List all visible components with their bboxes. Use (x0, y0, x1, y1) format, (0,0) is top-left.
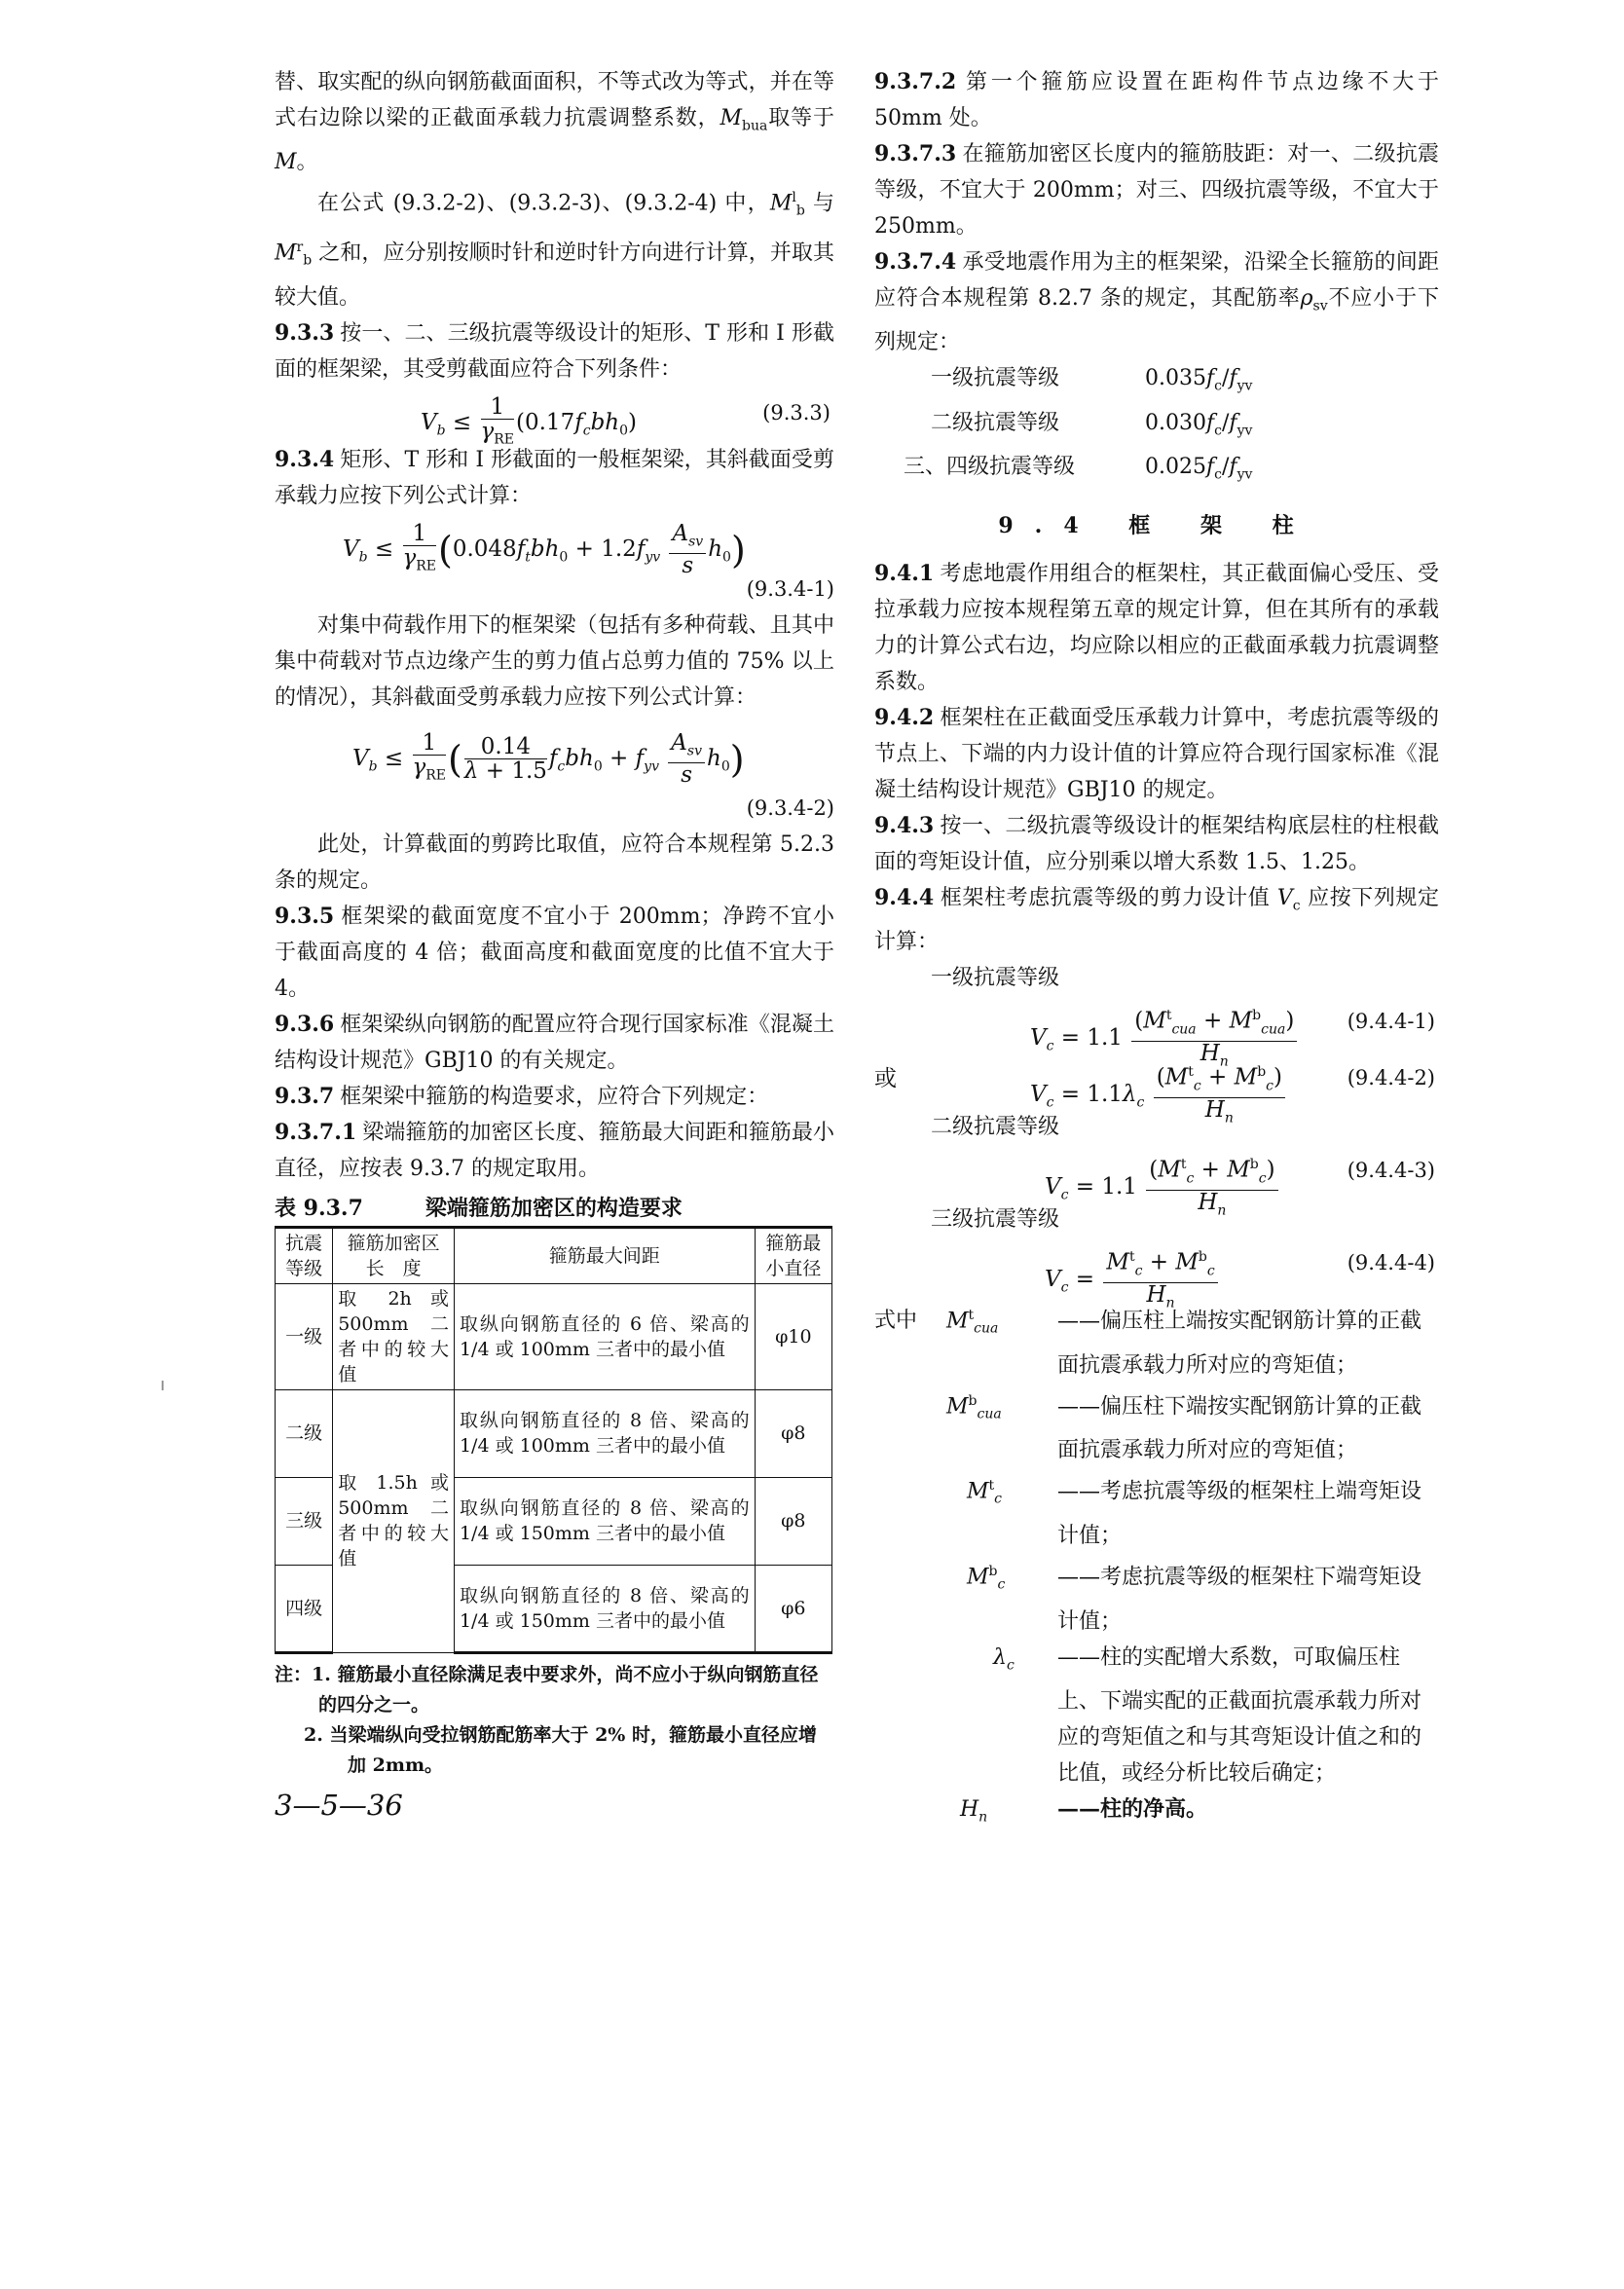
table-row: 一级 取 2h 或 500mm 二者中的较大值 取纵向钢筋直径的 6 倍、梁高的 1/4 或 100mm 三者中的最小值 φ10 (276, 1283, 832, 1389)
equation-9-4-4-1: $V_c = 1.1$ $\frac{(M^t_{cua} + M^b_{cua})}{H_n}$ (9.4.4-1) (874, 996, 1439, 1052)
clause-9-3-3: 9.3.3 按一、二、三级抗震等级设计的矩形、T 形和 I 形截面的框架梁，其受剪截面应符合下列条件： (275, 319, 834, 382)
grade-3-label: 三级抗震等级 (931, 1206, 1060, 1232)
header-diameter: 箍筋最小直径 (755, 1227, 831, 1283)
header-zone: 箍筋加密区长 度 (333, 1227, 455, 1283)
definition-item: $\lambda_c$ ——柱的实配增大系数，可取偏压柱上、下端实配的正截面抗震承载力所对应的弯矩值之和与其弯矩设计值之和的比值，或经分析比较后确定； (979, 1644, 1422, 1787)
header-spacing: 箍筋最大间距 (454, 1227, 755, 1283)
table-header-row (276, 1227, 832, 1283)
right-column (874, 64, 1439, 1836)
grade-1-label: 一级抗震等级 (931, 965, 1060, 990)
equation-9-3-4-1: $V_b$ ≤ $\frac{1}{\gamma_{RE}}$ ($0.048f_tbh_0 + 1.2f_{yv}$ $\frac{A_{sv}}{s}$ $h_0$) (343, 520, 746, 579)
equation-9-4-4-4: $V_c$ = $\frac{M^t_c + M^b_c}{H_n}$ (9.4.4-4) (874, 1237, 1439, 1294)
ratio-item: 一级抗震等级 $0.035f_c/f_{yv}$ (931, 366, 1253, 394)
equation-9-3-3: $V_b$ ≤ $\frac{1}{\gamma_{RE}}$ $(0.17f_cbh_0)$ (9.3.3) (421, 393, 830, 448)
clause-9-4-1: 9.4.1 考虑地震作用组合的框架柱，其正截面偏心受压、受拉承载力应按本规程第五章的规定计算，但在其所有的承载力的计算公式右边，均应除以相应的正截面承载力抗震调整系数。 (874, 560, 1439, 694)
section-title: 9.4 框 架 柱 (998, 512, 1315, 538)
equation-9-3-4-2: $V_b$ ≤ $\frac{1}{\gamma_{RE}}$ ( $\frac{0.14}{\lambda + 1.5}$ $f_cbh_0 + f_{yv}$ $\frac{A_{sv}}{s}$ $h_0$) (352, 729, 745, 789)
definition-item: 式中 $M^t_{cua}$ ——偏压柱上端按实配钢筋计算的正截面抗震承载力所对应的弯矩值； (874, 1307, 1422, 1378)
clause-9-4-3: 9.4.3 按一、二级抗震等级设计的框架结构底层柱的柱根截面的弯矩设计值，应分别乘以增大系数 1.5、1.25。 (874, 812, 1439, 874)
definition-item: $M^b_c$ ——考虑抗震等级的框架柱下端弯矩设计值； (960, 1564, 1422, 1634)
table-row: 二级 取 1.5h 或 500mm 二者中的较大值 取纵向钢筋直径的 8 倍、梁高的 1/4 或 100mm 三者中的最小值 φ8 (276, 1389, 832, 1477)
header-grade: 抗震等级 (276, 1227, 333, 1283)
page-number: 3—5—36 (275, 1788, 403, 1822)
table-row: 四级 取纵向钢筋直径的 8 倍、梁高的 1/4 或 150mm 三者中的最小值 φ6 (276, 1565, 832, 1652)
clause-9-3-4: 9.3.4 矩形、T 形和 I 形截面的一般框架梁，其斜截面受剪承载力应按下列公式计算： (275, 446, 834, 508)
clause-9-3-7-2: 9.3.7.2 第一个箍筋应设置在距构件节点边缘不大于 50mm 处。 (874, 69, 1439, 130)
symbol-definitions (874, 1298, 1439, 1836)
stirrup-table (275, 1226, 832, 1654)
definition-item: $H_n$ ——柱的净高。 (946, 1796, 1208, 1826)
table-notes: 注：1. 箍筋最小直径除满足表中要求外，尚不应小于纵向钢筋直径的四分之一。 2. 当梁端纵向受拉钢筋配筋率大于 2% 时，箍筋最小直径应增加 2mm。 (275, 1663, 819, 1776)
ratio-item: 二级抗震等级 $0.030f_c/f_{yv}$ (931, 410, 1253, 439)
ratio-item: 三、四级抗震等级 $0.025f_c/f_{yv}$ (904, 455, 1253, 483)
paragraph-formula-ref: 在公式 (9.3.2-2)、(9.3.2-3)、(9.3.2-4) 中，$M^l_b$ 与 $M^r_b$ 之和，应分别按顺时针和逆时针方向进行计算，并取其较大值。 (275, 190, 834, 310)
clause-9-4-4: 9.4.4 框架柱考虑抗震等级的剪力设计值 $V_c$ 应按下列规定计算： (874, 884, 1439, 954)
clause-9-4-2: 9.4.2 框架柱在正截面受压承载力计算中，考虑抗震等级的节点上、下端的内力设计值的计算应符合现行国家标准《混凝土结构设计规范》GBJ10 的规定。 (874, 704, 1439, 802)
paragraph-shear-span: 此处，计算截面的剪跨比取值，应符合本规程第 5.2.3 条的规定。 (275, 831, 834, 893)
grade-2-label: 二级抗震等级 (931, 1114, 1060, 1139)
definition-item: $M^t_c$ ——考虑抗震等级的框架柱上端弯矩设计值； (960, 1478, 1422, 1549)
left-column: 替、取实配的纵向钢筋截面面积，不等式改为等式，并在等式右边除以梁的正截面承载力抗震调整系数，$M_{bua}$取等于 M。 在公式 (9.3.2-2)、(9.3.2-3)、(9.3.2-4) 中，$M^l_b$ 与 $M^r_b$ 之和，应分别按顺时针和逆时针方向进行计算，并取其较大值。 9.3.3 按一、二、三级抗震等级设计的矩形、T 形和 I 形截面的框架梁，其受剪截面应符合下列条件： $V_b$ ≤ $\frac{1}{\gamma_{RE}}$ $(0.17f_cbh_0)$ (9.3.3) 9.3.4 矩形、T 形和 I 形截面的一般框架梁，其斜截面受剪承载力应按下列公式计算： $V_b$ ≤ $\frac{1}{\gamma_{RE}}$ ($0.048f_tbh_0 + 1.2f_{yv}$ $\frac{A_{sv}}{s}$ $h_0$) (9.3.4-1) 对集中荷载作用下的框架梁（包括有多种荷载、且其中集中荷载对节点边缘产生的剪力值占总剪力值的 75% 以上的情况），其斜截面受剪承载力应按下列公式计算： $V_b$ ≤ $\frac{1}{\gamma_{RE}}$ ( $\frac{0.14}{\lambda + 1.5}$ $f_cbh_0 + f_{yv}$ $\frac{A_{sv}}{s}$ $h_0$) (9.3.4-2) 此处，计算截面的剪跨比取值，应符合本规程第 5.2.3 条的规定。 9.3.5 框架梁的截面宽度不宜小于 200mm；净跨不宜小于截面高度的 4 倍；截面高度和截面宽度的比值不宜大于 4。 9.3.6 框架梁纵向钢筋的配置应符合现行国家标准《混凝土结构设计规范》GBJ10 的有关规定。 9.3.7 框架梁中箍筋的构造要求，应符合下列规定： 9.3.7.1 梁端箍筋的加密区长度、箍筋最大间距和箍筋最小直径，应按表 9.3.7 的规定取用。 表 9.3.7 梁端箍筋加密区的构造要求 抗震等级 箍筋加密区长 度 箍筋最大间距 箍筋最小直径 一级 取 2h 或 500mm 二者中的较大值 取纵向钢筋直径的 6 倍、梁高的 1/4 或 100mm 三者中的最小值 φ10 二级 取 1.5h 或 500mm 二者中的较大值 取纵向钢筋直径的 8 倍、梁高的 1/4 或 100mm 三者中的最小值 φ8 三级 取纵向钢筋直径的 8 倍、梁高的 1/4 或 150mm 三者中的最小值 φ8 四级 取纵向钢筋直径的 8 倍、梁高的 1/4 或 150mm 三者中的最小值 φ6 注：1. 箍筋最小直径除满足表中要求外，尚不应小于纵向钢筋直径的四分之一。 2. 当梁端纵向受拉钢筋配筋率大于 2% 时，箍筋最小直径应增加 2mm。 3—5—36 (275, 64, 834, 1822)
clause-9-3-7-3: 9.3.7.3 在箍筋加密区长度内的箍筋肢距：对一、二级抗震等级，不宜大于 200mm；对三、四级抗震等级，不宜大于 250mm。 (874, 141, 1439, 239)
scan-artifact (162, 1381, 164, 1390)
paragraph-concentrated-load: 对集中荷载作用下的框架梁（包括有多种荷载、且其中集中荷载对节点边缘产生的剪力值占总剪力值的 75% 以上的情况），其斜截面受剪承载力应按下列公式计算： (275, 612, 834, 710)
equation-9-4-4-3: $V_c = 1.1$ $\frac{(M^t_c + M^b_c)}{H_n}$ (9.4.4-3) (874, 1145, 1439, 1201)
clause-9-3-7-1: 9.3.7.1 梁端箍筋的加密区长度、箍筋最大间距和箍筋最小直径，应按表 9.3.7 的规定取用。 (275, 1119, 834, 1181)
table-row: 三级 取纵向钢筋直径的 8 倍、梁高的 1/4 或 150mm 三者中的最小值 φ8 (276, 1477, 832, 1565)
table-caption: 表 9.3.7 梁端箍筋加密区的构造要求 (275, 1195, 683, 1221)
clause-9-3-6: 9.3.6 框架梁纵向钢筋的配置应符合现行国家标准《混凝土结构设计规范》GBJ10 的有关规定。 (275, 1011, 834, 1073)
clause-9-3-7: 9.3.7 框架梁中箍筋的构造要求，应符合下列规定： (275, 1083, 769, 1109)
clause-9-3-5: 9.3.5 框架梁的截面宽度不宜小于 200mm；净跨不宜小于截面高度的 4 倍；截面高度和截面宽度的比值不宜大于 4。 (275, 903, 834, 1001)
definition-item: $M^b_{cua}$ ——偏压柱下端按实配钢筋计算的正截面抗震承载力所对应的弯矩值； (946, 1392, 1422, 1463)
equation-9-4-4-2: 或 $V_c = 1.1\lambda_c$ $\frac{(M^t_c + M^b_c)}{H_n}$ (9.4.4-2) (874, 1052, 1439, 1109)
paragraph-continued: 替、取实配的纵向钢筋截面面积，不等式改为等式，并在等式右边除以梁的正截面承载力抗震调整系数，$M_{bua}$取等于 M。 (275, 70, 834, 175)
clause-9-3-7-4: 9.3.7.4 承受地震作用为主的框架梁，沿梁全长箍筋的间距应符合本规程第 8.2.7 条的规定，其配筋率$\rho_{sv}$不应小于下列规定： (874, 249, 1439, 355)
ratio-list (874, 360, 1439, 493)
